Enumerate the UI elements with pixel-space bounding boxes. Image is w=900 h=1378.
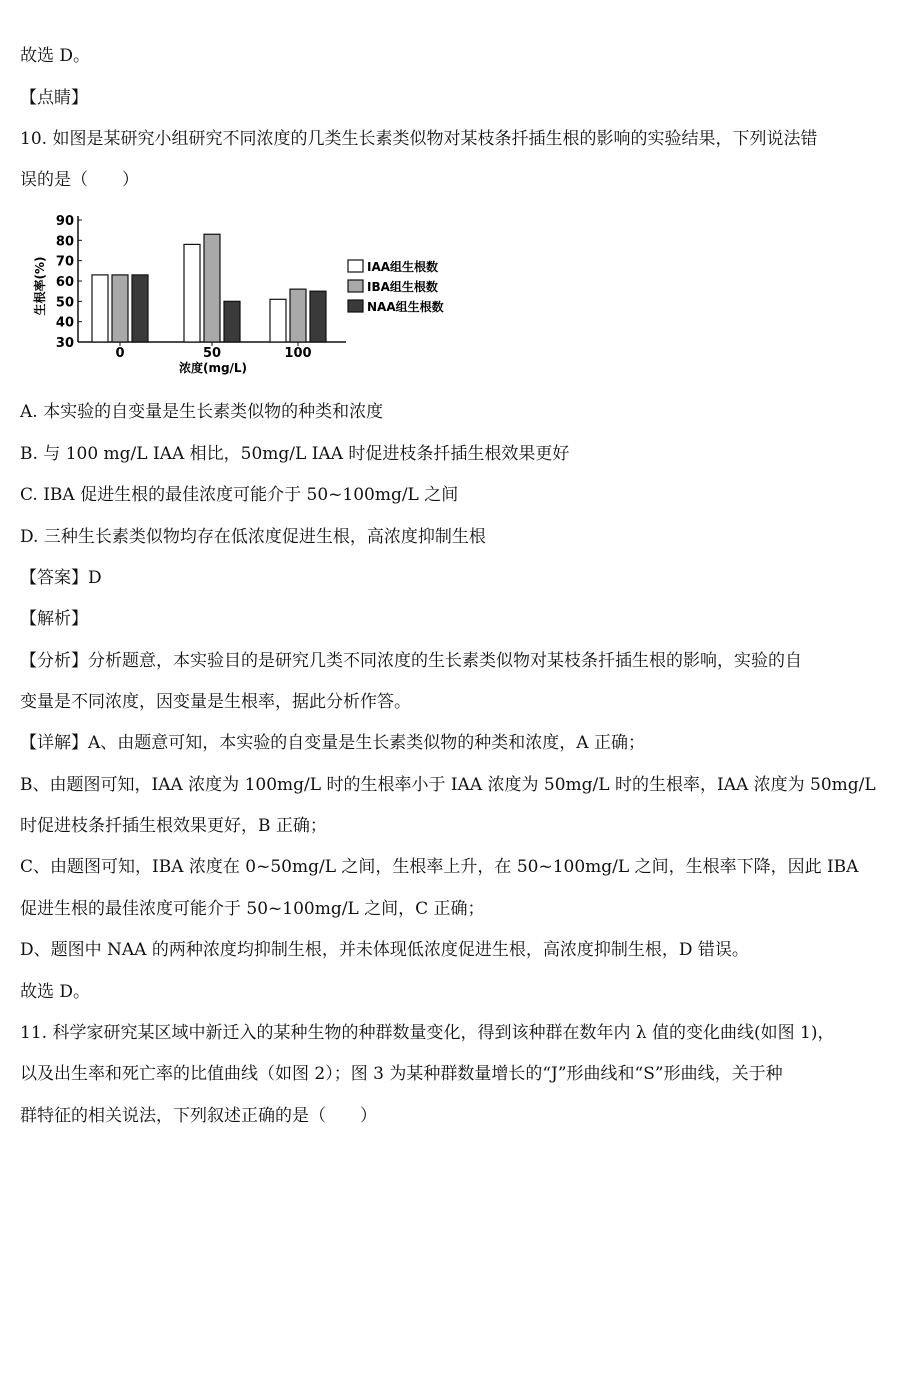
conclusion-line-2: 故选 D。 [20, 982, 91, 1002]
x-axis-label: 浓度(mg/L) [178, 361, 248, 375]
detail-b-cont: 时促进枝条扦插生根效果更好，B 正确； [20, 816, 327, 836]
analysis-heading: 【解析】 [20, 609, 88, 629]
y-tick-label: 80 [55, 234, 74, 250]
legend-label-1: IAA组生根数 [367, 260, 439, 274]
bar-2-100 [290, 289, 306, 342]
analysis-para: 【分析】分析题意，本实验目的是研究几类不同浓度的生长素类似物对某枝条扦插生根的影响，实验的自 [20, 651, 802, 671]
bar-1-0 [92, 275, 108, 342]
legend-swatch-2 [348, 280, 363, 292]
legend-label-2: IBA组生根数 [367, 280, 438, 294]
y-axis-label: 生根率(%) [33, 256, 47, 316]
option-b: B. 与 100 mg/L IAA 相比，50mg/L IAA 时促进枝条扦插生根效果更好 [20, 444, 570, 464]
answer-line: 【答案】D [20, 568, 102, 588]
question-11-stem-cont: 以及出生率和死亡率的比值曲线（如图 2）；图 3 为某种群数量增长的“J”形曲线和“S”形曲线，关于种 [20, 1064, 783, 1084]
bar-1-100 [270, 299, 286, 342]
detail-b: B、由题图可知，IAA 浓度为 100mg/L 时的生根率小于 IAA 浓度为 50mg/L 时的生根率，IAA 浓度为 50mg/L [20, 775, 876, 795]
question-11-stem: 11. 科学家研究某区域中新迁入的某种生物的种群数量变化，得到该种群在数年内 λ 值的变化曲线(如图 1)， [20, 1023, 835, 1043]
bar-1-50 [184, 244, 200, 342]
legend-swatch-3 [348, 300, 363, 312]
conclusion-line: 故选 D。 [20, 46, 91, 66]
x-tick-label: 0 [115, 346, 125, 361]
detail-c: C、由题图可知，IBA 浓度在 0~50mg/L 之间，生根率上升，在 50~100mg/L 之间，生根率下降，因此 IBA [20, 857, 859, 877]
question-11-stem-end: 群特征的相关说法，下列叙述正确的是（ ） [20, 1106, 377, 1126]
bar-2-50 [204, 234, 220, 342]
bar-3-0 [132, 275, 148, 342]
x-tick-label: 100 [284, 346, 312, 361]
option-c: C. IBA 促进生根的最佳浓度可能介于 50~100mg/L 之间 [20, 485, 459, 505]
bar-chart [30, 208, 470, 383]
y-tick-label: 60 [55, 275, 74, 290]
y-tick-label: 70 [55, 254, 74, 270]
legend-label-3: NAA组生根数 [367, 300, 444, 314]
option-d: D. 三种生长素类似物均存在低浓度促进生根，高浓度抑制生根 [20, 527, 486, 547]
question-10-stem: 10. 如图是某研究小组研究不同浓度的几类生长素类似物对某枝条扦插生根的影响的实验结果，下列说法错 [20, 129, 818, 149]
x-tick-label: 50 [202, 346, 222, 361]
tip-heading: 【点睛】 [20, 88, 88, 108]
detail-d: D、题图中 NAA 的两种浓度均抑制生根，并未体现低浓度促进生根，高浓度抑制生根，D 错误。 [20, 940, 749, 960]
legend-swatch-1 [348, 260, 363, 272]
option-a: A. 本实验的自变量是生长素类似物的种类和浓度 [20, 402, 384, 422]
chart-legend [348, 259, 444, 314]
detail-c-cont: 促进生根的最佳浓度可能介于 50~100mg/L 之间，C 正确； [20, 899, 485, 919]
y-tick-label: 90 [55, 214, 74, 229]
question-10-stem-cont: 误的是（ ） [20, 170, 139, 190]
y-tick-label: 30 [55, 336, 74, 351]
bar-2-0 [112, 275, 128, 342]
analysis-para-cont: 变量是不同浓度，因变量是生根率，据此分析作答。 [20, 692, 411, 712]
y-tick-label: 40 [55, 315, 74, 331]
bar-3-100 [310, 291, 326, 342]
bar-3-50 [224, 301, 240, 342]
chart-bars [92, 234, 326, 342]
detail-a: 【详解】A、由题意可知，本实验的自变量是生长素类似物的种类和浓度，A 正确； [20, 733, 645, 753]
y-tick-label: 50 [55, 295, 74, 311]
